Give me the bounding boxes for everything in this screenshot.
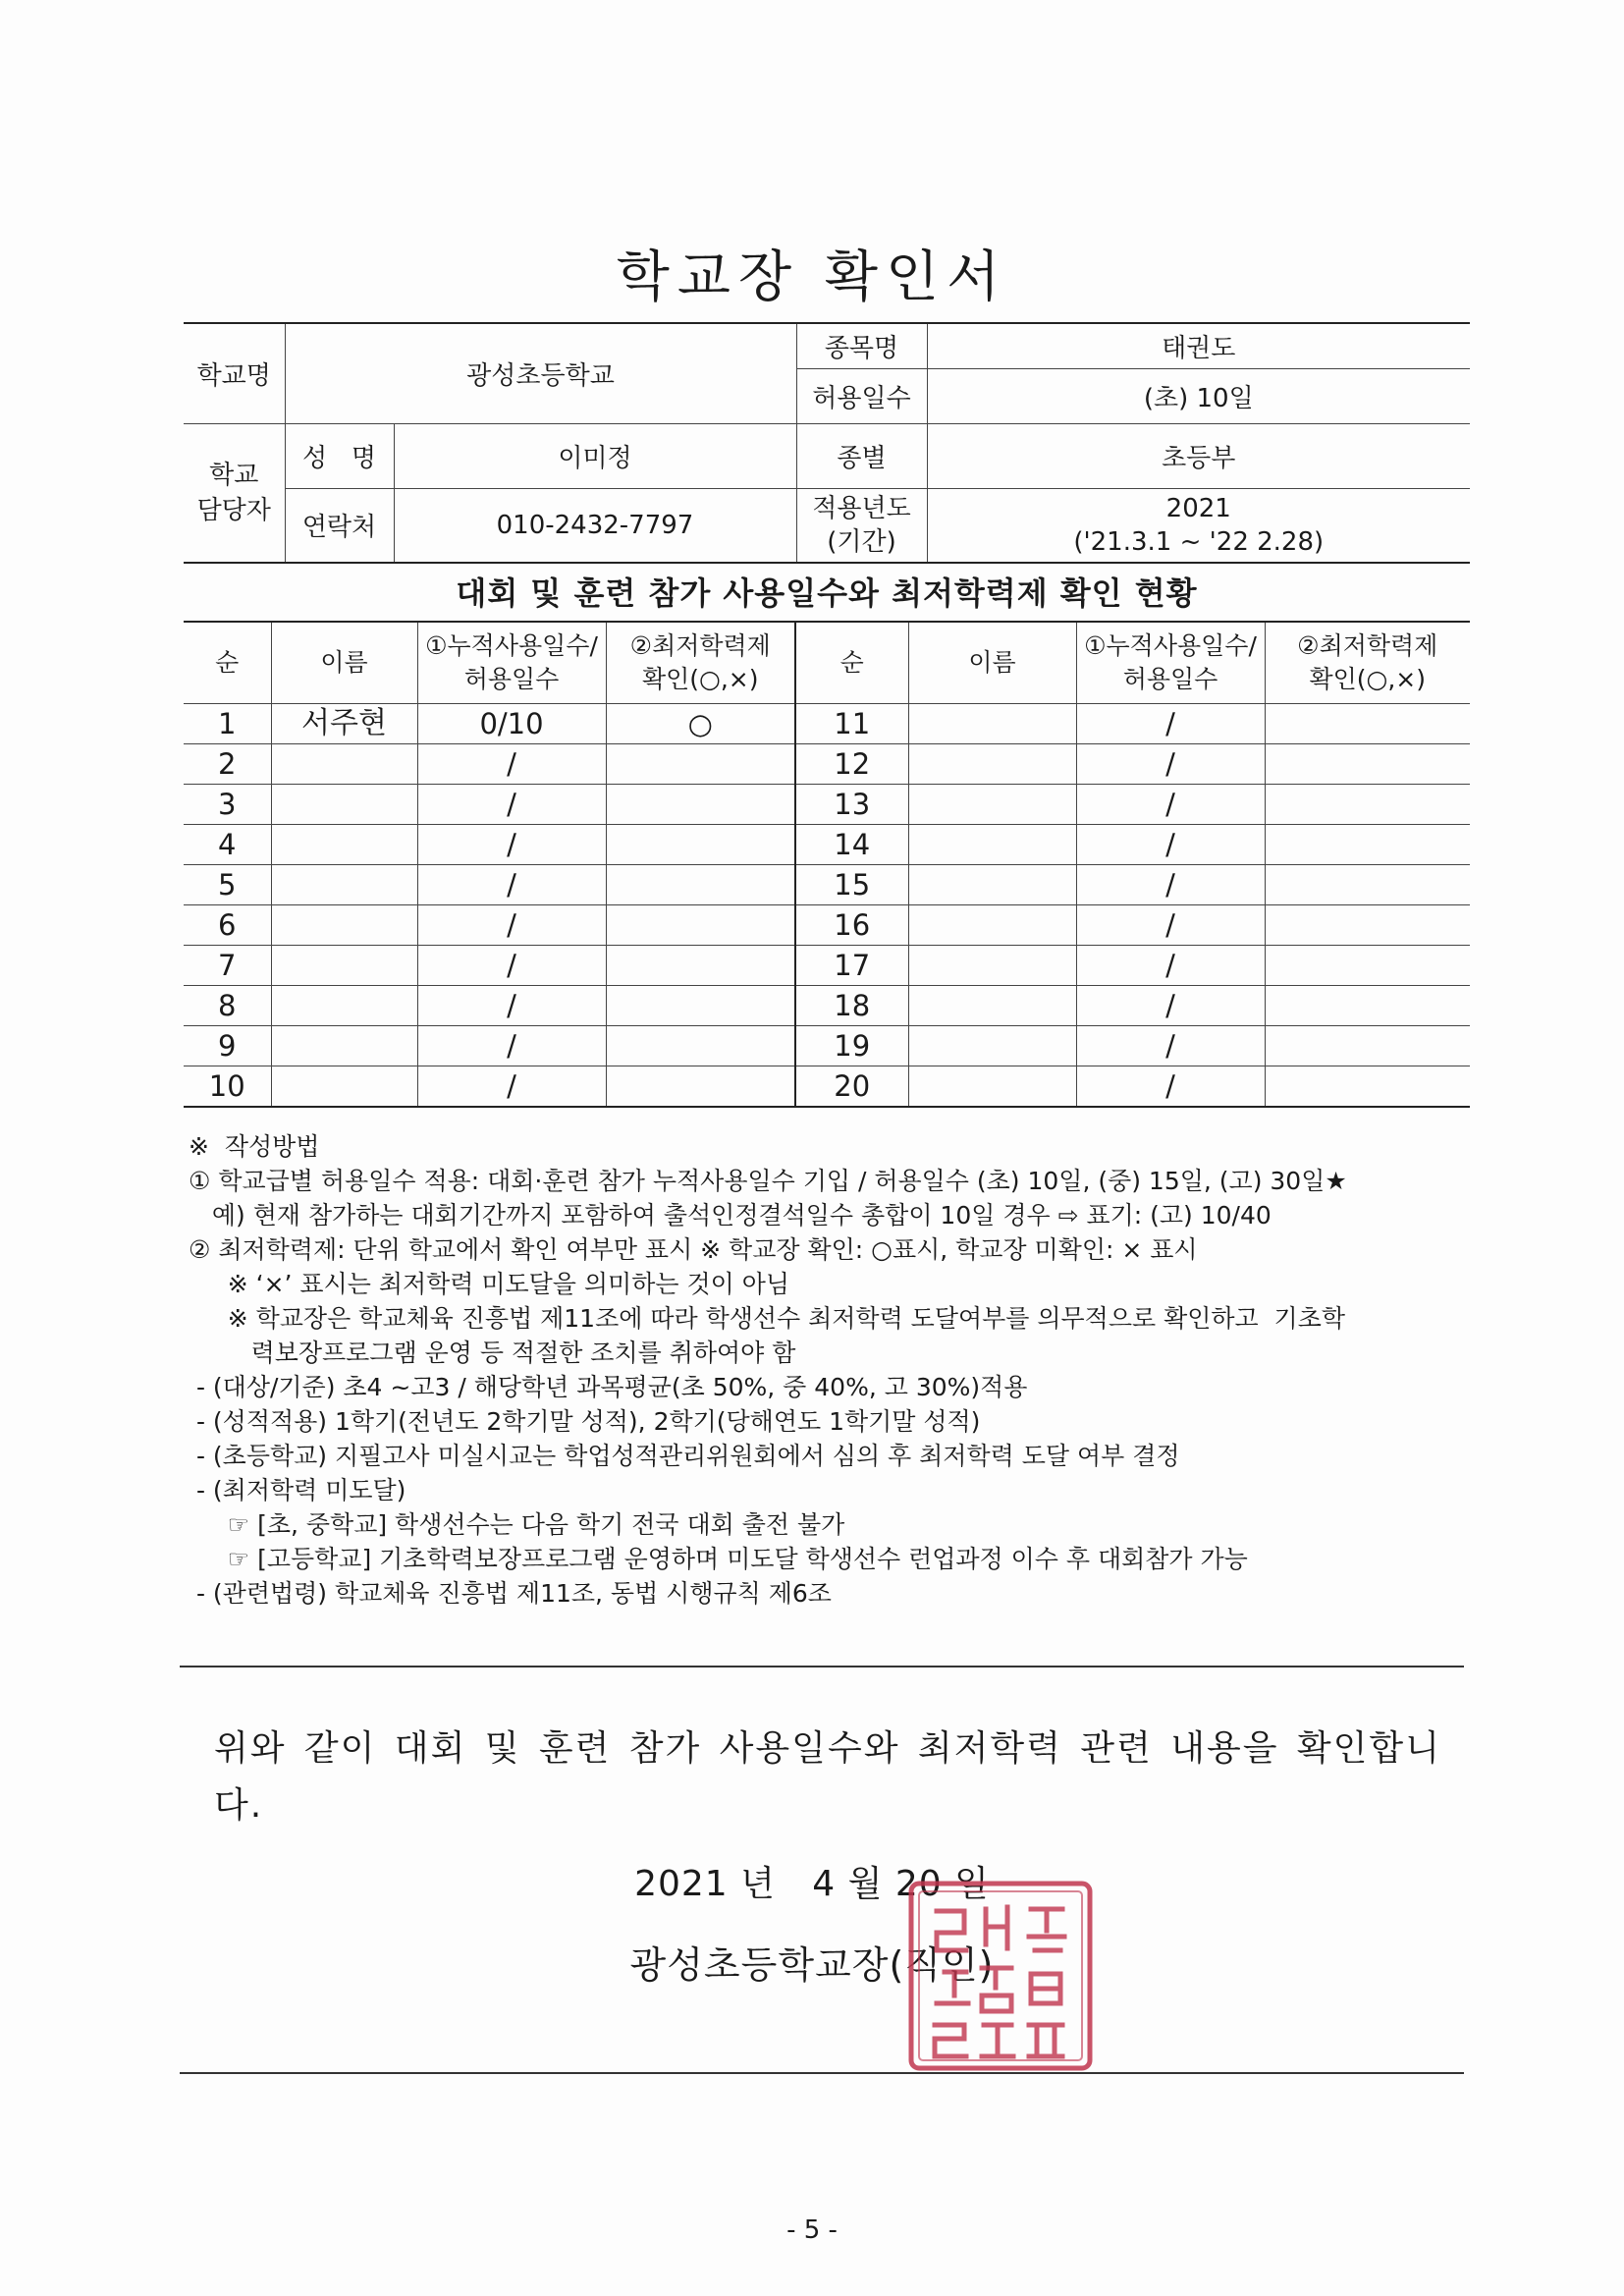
row-name-right	[908, 825, 1076, 865]
row-check	[606, 825, 795, 865]
header-check-right-line1: ②최저학력제	[1297, 631, 1438, 660]
allowed-days-label: 허용일수	[796, 368, 927, 423]
row-no: 6	[184, 905, 271, 946]
row-check	[606, 986, 795, 1026]
header-name-right: 이름	[908, 622, 1076, 704]
principal-signature: 광성초등학교장(직인)	[629, 1943, 995, 1987]
table-row	[184, 785, 1470, 825]
instruction-line: 예) 현재 참가하는 대회기간까지 포함하여 출석인정결석일수 총합이 10일 경우 ⇨ 표기: (고) 10/40	[189, 1201, 1272, 1230]
row-days: /	[417, 946, 606, 986]
header-no: 순	[184, 622, 271, 704]
roster-body	[184, 622, 1470, 1107]
row-check	[606, 1026, 795, 1066]
row-days: /	[417, 1026, 606, 1066]
row-no: 4	[184, 825, 271, 865]
row-days: /	[417, 1066, 606, 1108]
row-no-right: 18	[795, 986, 908, 1026]
roster-heading: 대회 및 훈련 참가 사용일수와 최저학력제 확인 현황	[456, 574, 1198, 612]
row-days-right: /	[1076, 825, 1265, 865]
row-name	[271, 785, 417, 825]
instruction-line: ☞ [초, 중학교] 학생선수는 다음 학기 전국 대회 출전 불가	[189, 1510, 845, 1539]
table-row	[184, 704, 1470, 744]
row-days-right: /	[1076, 744, 1265, 785]
header-no-right: 순	[795, 622, 908, 704]
apply-year-label-line2: (기간)	[827, 526, 896, 557]
header-check-line2: 확인(○,×)	[641, 665, 759, 693]
row-no-right: 19	[795, 1026, 908, 1066]
table-row	[184, 1026, 1470, 1066]
row-name-right	[908, 704, 1076, 744]
instruction-line: - (최저학력 미도달)	[189, 1476, 406, 1504]
apply-year-label-line1: 적용년도	[812, 493, 911, 523]
row-no-right: 11	[795, 704, 908, 744]
header-name: 이름	[271, 622, 417, 704]
date-month-unit: 월	[847, 1864, 884, 1904]
row-days: /	[417, 825, 606, 865]
apply-year: 2021	[1165, 493, 1231, 523]
person-name-label: 성 명	[285, 423, 394, 488]
row-no-right: 15	[795, 865, 908, 905]
instruction-line: - (초등학교) 지필고사 미실시교는 학업성적관리위원회에서 심의 후 최저학력 도달 여부 결정	[189, 1442, 1180, 1470]
row-name	[271, 986, 417, 1026]
row-days-right: /	[1076, 986, 1265, 1026]
header-check	[606, 622, 795, 704]
row-name	[271, 825, 417, 865]
row-days-right: /	[1076, 865, 1265, 905]
row-name	[271, 744, 417, 785]
row-days: /	[417, 986, 606, 1026]
row-name	[271, 1026, 417, 1066]
phone-value: 010-2432-7797	[394, 488, 796, 563]
contact-label-line1: 학교	[209, 460, 259, 490]
category-value: 초등부	[927, 423, 1470, 488]
category-label: 종별	[796, 423, 927, 488]
confirmation-statement: 위와 같이 대회 및 훈련 참가 사용일수와 최저학력 관련 내용을 확인합니다.	[214, 1728, 1441, 1826]
header-check-line1: ②최저학력제	[629, 631, 771, 660]
allowed-days-value: (초) 10일	[927, 368, 1470, 423]
instruction-line: ※ 학교장은 학교체육 진흥법 제11조에 따라 학생선수 최저학력 도달여부를 의무적으로 확인하고 기초학	[189, 1304, 1346, 1333]
table-row	[184, 1066, 1470, 1108]
row-name	[271, 1066, 417, 1108]
row-no: 2	[184, 744, 271, 785]
row-days-right: /	[1076, 1066, 1265, 1108]
row-no: 1	[184, 704, 271, 744]
divider-bottom	[180, 2072, 1464, 2074]
instruction-line: - (대상/기준) 초4 ~고3 / 해당학년 과목평균(초 50%, 중 40%, 고 30%)적용	[189, 1373, 1028, 1401]
row-name-right	[908, 785, 1076, 825]
row-name	[271, 905, 417, 946]
school-info-table	[184, 322, 1470, 564]
table-row	[184, 946, 1470, 986]
roster-header-row	[184, 622, 1470, 704]
row-days: /	[417, 865, 606, 905]
row-days: /	[417, 744, 606, 785]
row-no: 7	[184, 946, 271, 986]
contact-person-label	[184, 423, 285, 563]
header-days-line1: ①누적사용일수/	[425, 631, 598, 660]
row-check	[606, 744, 795, 785]
instruction-line: ※ 작성방법	[189, 1132, 320, 1161]
issue-date	[0, 1856, 1624, 1906]
row-no: 3	[184, 785, 271, 825]
header-days-line2: 허용일수	[463, 665, 560, 693]
row-name	[271, 865, 417, 905]
school-name-label: 학교명	[184, 323, 285, 423]
instruction-line: - (성적적용) 1학기(전년도 2학기말 성적), 2학기(당해연도 1학기말 성적)	[189, 1407, 981, 1436]
header-days-right-line1: ①누적사용일수/	[1084, 631, 1257, 660]
contact-label-line2: 담당자	[196, 495, 271, 525]
row-check	[606, 946, 795, 986]
header-check-right	[1265, 622, 1470, 704]
row-days-right: /	[1076, 785, 1265, 825]
row-check-right	[1265, 986, 1470, 1026]
row-days: 0/10	[417, 704, 606, 744]
table-row	[184, 865, 1470, 905]
row-name-right	[908, 865, 1076, 905]
table-row	[184, 825, 1470, 865]
apply-period: ('21.3.1 ~ '22 2.28)	[1073, 526, 1325, 557]
row-no-right: 20	[795, 1066, 908, 1108]
date-day: 20	[894, 1864, 943, 1904]
date-day-unit: 일	[954, 1864, 990, 1904]
row-name-right	[908, 905, 1076, 946]
date-year-unit: 년	[740, 1864, 776, 1904]
table-row	[184, 744, 1470, 785]
phone-label: 연락처	[285, 488, 394, 563]
instruction-line: ② 최저학력제: 단위 학교에서 확인 여부만 표시 ※ 학교장 확인: ○표시, 학교장 미확인: × 표시	[189, 1235, 1198, 1264]
row-check-right	[1265, 825, 1470, 865]
row-check-right	[1265, 744, 1470, 785]
row-name-right	[908, 744, 1076, 785]
row-check	[606, 785, 795, 825]
apply-year-value	[927, 488, 1470, 563]
row-check: ○	[606, 704, 795, 744]
row-days-right: /	[1076, 704, 1265, 744]
person-name-value: 이미정	[394, 423, 796, 488]
instruction-line: 력보장프로그램 운영 등 적절한 조치를 취하여야 함	[189, 1339, 796, 1367]
row-days-right: /	[1076, 1026, 1265, 1066]
sport-label: 종목명	[796, 323, 927, 368]
apply-year-label	[796, 488, 927, 563]
table-row	[184, 986, 1470, 1026]
row-check-right	[1265, 865, 1470, 905]
row-check-right	[1265, 785, 1470, 825]
header-days-right	[1076, 622, 1265, 704]
school-name-value: 광성초등학교	[285, 323, 796, 423]
row-check	[606, 905, 795, 946]
row-days: /	[417, 905, 606, 946]
row-no-right: 12	[795, 744, 908, 785]
row-days: /	[417, 785, 606, 825]
writing-instructions	[189, 1129, 1485, 1611]
roster-table	[184, 621, 1470, 1108]
row-no-right: 17	[795, 946, 908, 986]
header-days	[417, 622, 606, 704]
date-year: 2021	[634, 1864, 729, 1904]
date-month: 4	[812, 1864, 837, 1904]
row-check-right	[1265, 704, 1470, 744]
row-no: 8	[184, 986, 271, 1026]
official-seal-stamp	[905, 1878, 1096, 2074]
row-name: 서주현	[271, 704, 417, 744]
row-no: 10	[184, 1066, 271, 1108]
row-check-right	[1265, 946, 1470, 986]
row-no-right: 16	[795, 905, 908, 946]
row-check	[606, 865, 795, 905]
row-days-right: /	[1076, 905, 1265, 946]
row-no: 9	[184, 1026, 271, 1066]
instruction-line: ※ ‘×’ 표시는 최저학력 미도달을 의미하는 것이 아님	[189, 1270, 790, 1298]
instruction-line: ① 학교급별 허용일수 적용: 대회·훈련 참가 누적사용일수 기입 / 허용일수 (초) 10일, (중) 15일, (고) 30일★	[189, 1167, 1347, 1195]
document-title: 학교장 확인서	[616, 246, 1008, 309]
row-check	[606, 1066, 795, 1108]
row-no-right: 13	[795, 785, 908, 825]
row-name	[271, 946, 417, 986]
row-name-right	[908, 986, 1076, 1026]
table-row	[184, 905, 1470, 946]
row-name-right	[908, 1066, 1076, 1108]
divider-top	[180, 1666, 1464, 1667]
header-check-right-line2: 확인(○,×)	[1309, 665, 1426, 693]
sport-value: 태권도	[927, 323, 1470, 368]
row-no-right: 14	[795, 825, 908, 865]
row-name-right	[908, 946, 1076, 986]
header-days-right-line2: 허용일수	[1122, 665, 1218, 693]
row-name-right	[908, 1026, 1076, 1066]
row-check-right	[1265, 1026, 1470, 1066]
instruction-line: ☞ [고등학교] 기초학력보장프로그램 운영하며 미도달 학생선수 런업과정 이수 후 대회참가 가능	[189, 1545, 1248, 1573]
row-check-right	[1265, 1066, 1470, 1108]
row-check-right	[1265, 905, 1470, 946]
page-number: - 5 -	[786, 2215, 838, 2245]
instruction-line: - (관련법령) 학교체육 진흥법 제11조, 동법 시행규칙 제6조	[189, 1579, 832, 1608]
row-no: 5	[184, 865, 271, 905]
row-days-right: /	[1076, 946, 1265, 986]
